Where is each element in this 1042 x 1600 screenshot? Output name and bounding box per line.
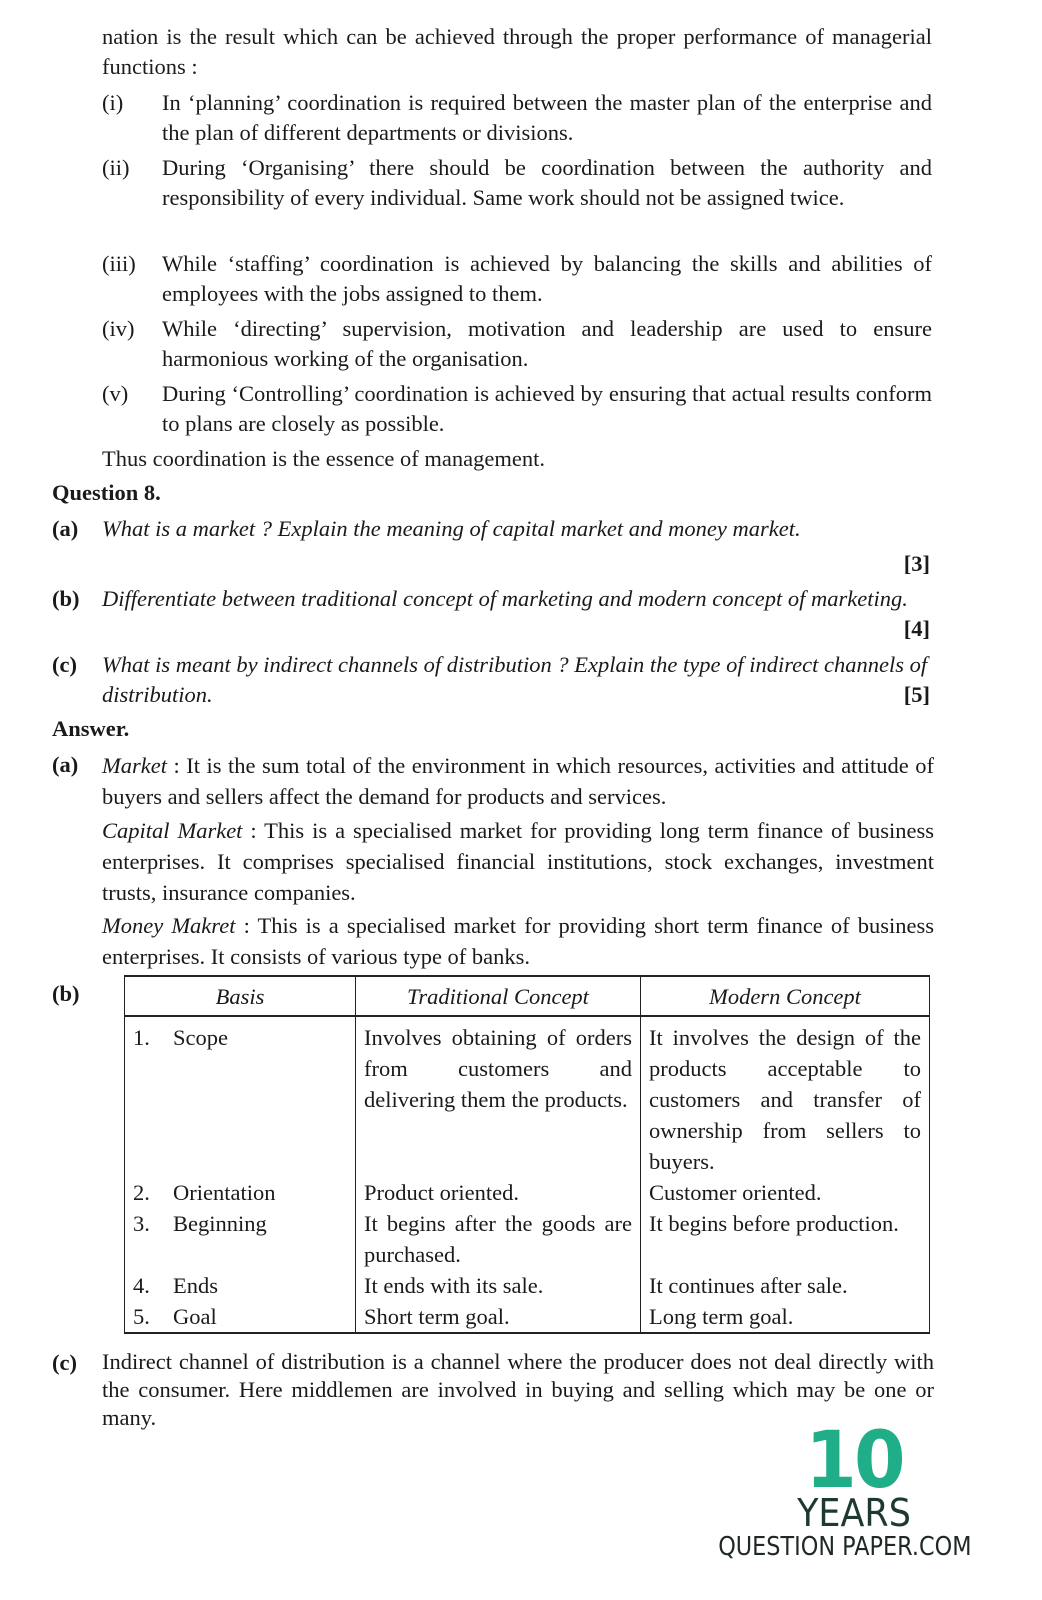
- cell-traditional: It begins after the goods are purchased.: [356, 1208, 641, 1270]
- table-row: [125, 1208, 930, 1270]
- cell-modern: It begins before production.: [641, 1208, 930, 1270]
- part-label: (b): [52, 586, 80, 611]
- term: Market: [102, 753, 167, 778]
- marks-badge: [3]: [903, 551, 930, 576]
- row-number: 3.: [133, 1211, 150, 1236]
- table-row: [125, 1177, 930, 1208]
- basis-label: Beginning: [173, 1211, 267, 1236]
- row-number: 2.: [133, 1180, 150, 1205]
- answer-title: Answer.: [52, 716, 130, 741]
- item-label: (iii): [102, 251, 136, 276]
- header-traditional: Traditional Concept: [356, 976, 641, 1016]
- money-market-definition: [102, 910, 934, 972]
- item-text: In ‘planning’ coordination is required between the master plan of the enterprise and the plan of different departments or divisions.: [162, 90, 932, 145]
- table-row: [125, 1270, 930, 1301]
- cell-traditional: Short term goal.: [356, 1301, 641, 1333]
- row-number: 4.: [133, 1273, 150, 1298]
- question-title: Question 8.: [52, 480, 161, 505]
- cell-basis: [125, 1208, 356, 1270]
- item-label: (iv): [102, 316, 135, 341]
- term: Capital Market: [102, 818, 243, 843]
- cell-modern: It involves the design of the products acceptable to customers and transfer of ownership from sellers to buyers.: [641, 1016, 930, 1177]
- cell-traditional: Involves obtaining of orders from customers and delivering them the products.: [356, 1016, 641, 1177]
- marks-badge: [4]: [903, 616, 930, 641]
- header-basis: Basis: [125, 976, 356, 1016]
- row-number: 1.: [133, 1025, 150, 1050]
- cell-basis: [125, 1301, 356, 1333]
- table-header-row: [125, 976, 930, 1016]
- item-label: (ii): [102, 155, 130, 180]
- definition: : It is the sum total of the environment in which resources, activities and attitude of buyers and sellers affect the demand for products and services.: [102, 753, 934, 809]
- basis-label: Orientation: [173, 1180, 276, 1205]
- logo-number: 10: [805, 1416, 903, 1506]
- site-logo: [700, 1416, 972, 1562]
- cell-basis: [125, 1177, 356, 1208]
- item-label: (i): [102, 90, 124, 115]
- part-label: (c): [52, 652, 77, 677]
- capital-market-definition: [102, 815, 934, 908]
- term: Money Makret: [102, 913, 236, 938]
- cell-basis: [125, 1016, 356, 1177]
- answer-b-label: (b): [52, 981, 80, 1006]
- cell-modern: It continues after sale.: [641, 1270, 930, 1301]
- row-number: 5.: [133, 1304, 150, 1329]
- intro-paragraph: nation is the result which can be achieved through the proper performance of managerial functions :: [102, 24, 932, 79]
- item-text: During ‘Organising’ there should be coordination between the authority and responsibility of every individual. Same work should not be assigned twice.: [162, 155, 932, 210]
- item-label: (v): [102, 381, 129, 406]
- definition: : This is a specialised market for providing long term finance of business enterprises. It comprises specialised financial institutions, stock exchanges, investment trusts, insurance companies.: [102, 818, 934, 905]
- definition: : This is a specialised market for providing short term finance of business enterprises. It consists of various type of banks.: [102, 913, 935, 969]
- market-definition: [102, 750, 934, 812]
- cell-traditional: It ends with its sale.: [356, 1270, 641, 1301]
- part-text: What is a market ? Explain the meaning of capital market and money market.: [102, 516, 801, 541]
- item-text: During ‘Controlling’ coordination is achieved by ensuring that actual results conform to plans are closely as possible.: [162, 381, 932, 436]
- cell-modern: Customer oriented.: [641, 1177, 930, 1208]
- table-row: [125, 1301, 930, 1333]
- comparison-table: [124, 975, 930, 1334]
- answer-c-label: (c): [52, 1350, 77, 1375]
- indirect-channel-definition: Indirect channel of distribution is a channel where the producer does not deal directly with the consumer. Here middlemen are involved in buying and selling which may be one or many.: [102, 1349, 934, 1430]
- part-label: (a): [52, 516, 79, 541]
- answer-a-label: (a): [52, 752, 79, 777]
- item-text: While ‘directing’ supervision, motivation and leadership are used to ensure harmonious working of the organisation.: [162, 316, 932, 371]
- logo-site-name: QUESTION PAPER.COM: [718, 1532, 972, 1562]
- part-text: What is meant by indirect channels of distribution ? Explain the type of indirect channels of distribution.: [102, 652, 928, 707]
- item-text: While ‘staffing’ coordination is achieved by balancing the skills and abilities of employees with the jobs assigned to them.: [162, 251, 932, 306]
- header-modern: Modern Concept: [641, 976, 930, 1016]
- basis-label: Scope: [173, 1025, 228, 1050]
- conclusion-text: Thus coordination is the essence of management.: [102, 446, 545, 471]
- table-row: [125, 1016, 930, 1177]
- logo-years: YEARS: [797, 1491, 911, 1535]
- basis-label: Goal: [173, 1304, 217, 1329]
- cell-modern: Long term goal.: [641, 1301, 930, 1333]
- marks-badge: [5]: [903, 682, 930, 707]
- basis-label: Ends: [173, 1273, 218, 1298]
- part-text: Differentiate between traditional concept of marketing and modern concept of marketing.: [102, 586, 908, 611]
- cell-traditional: Product oriented.: [356, 1177, 641, 1208]
- cell-basis: [125, 1270, 356, 1301]
